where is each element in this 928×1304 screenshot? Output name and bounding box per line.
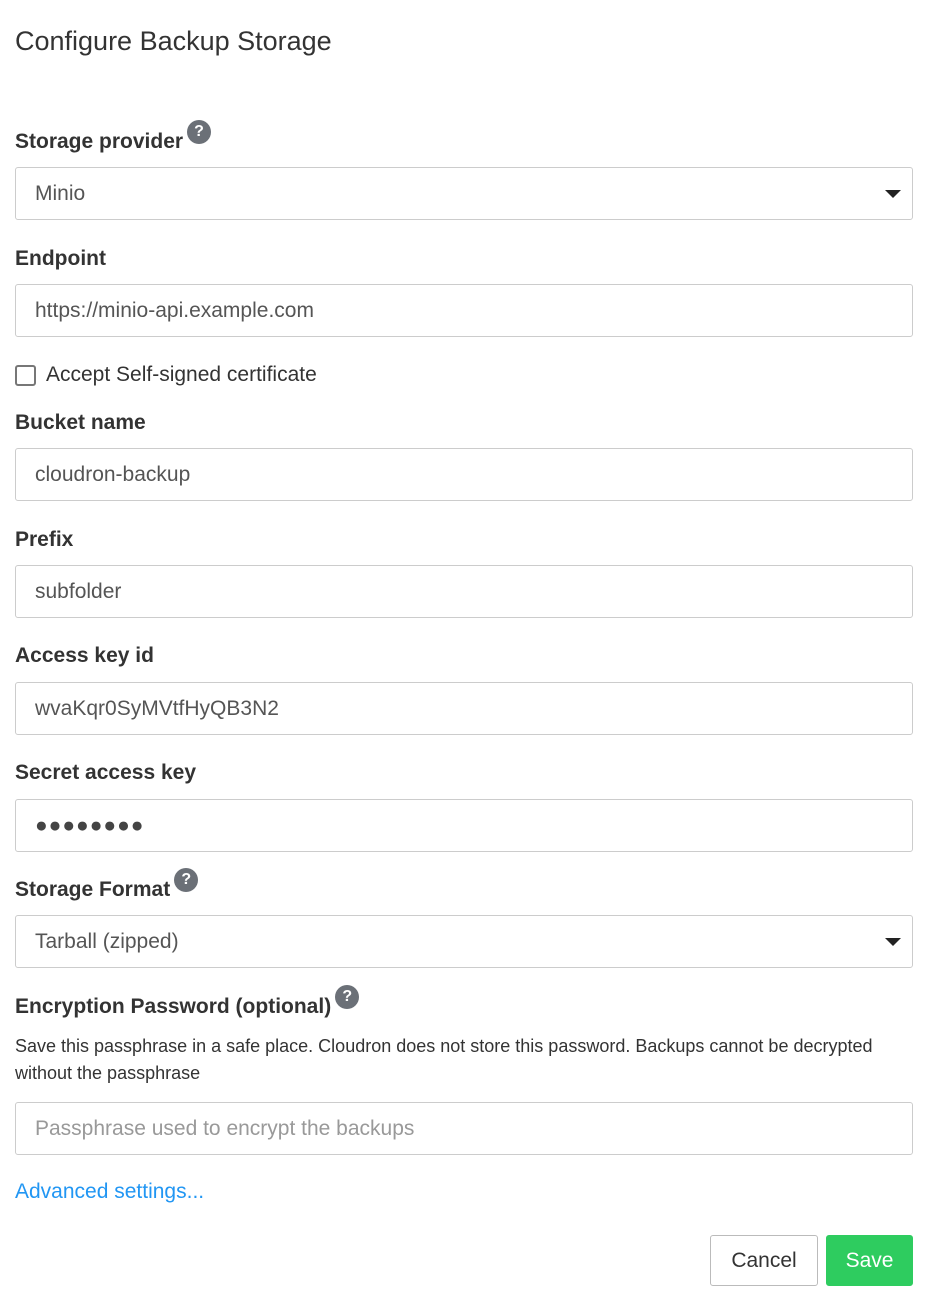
bucket-label — [15, 411, 146, 435]
endpoint-label-text: Endpoint — [15, 247, 106, 270]
advanced-settings-link[interactable]: Advanced settings... — [15, 1180, 205, 1203]
access-key-field[interactable] — [15, 682, 913, 735]
caret-down-icon — [885, 938, 901, 946]
secret-key-label — [15, 761, 196, 785]
storage-provider-select[interactable] — [15, 167, 913, 220]
prefix-label — [15, 528, 73, 552]
question-circle-icon[interactable]: ? — [174, 868, 198, 892]
question-circle-icon[interactable]: ? — [335, 985, 359, 1009]
caret-down-icon — [885, 190, 901, 198]
access-key-input[interactable] — [16, 683, 912, 734]
storage-format-value: Tarball (zipped) — [35, 929, 179, 953]
self-signed-label: Accept Self-signed certificate — [46, 363, 317, 386]
bucket-label-text: Bucket name — [15, 411, 146, 434]
storage-format-label — [15, 871, 198, 902]
encryption-field[interactable] — [15, 1102, 913, 1155]
storage-provider-label — [15, 123, 211, 154]
endpoint-field[interactable] — [15, 284, 913, 337]
self-signed-checkbox[interactable] — [15, 365, 36, 386]
access-key-label — [15, 644, 154, 668]
secret-key-input[interactable]: ●●●●●●●● — [35, 813, 145, 837]
secret-key-label-text: Secret access key — [15, 761, 196, 784]
cancel-button[interactable]: Cancel — [710, 1235, 818, 1286]
storage-provider-value: Minio — [35, 181, 86, 205]
storage-format-label-text: Storage Format — [15, 878, 171, 901]
encryption-label-text: Encryption Password (optional) — [15, 995, 332, 1018]
question-circle-icon[interactable]: ? — [187, 120, 211, 144]
prefix-label-text: Prefix — [15, 528, 74, 551]
prefix-field[interactable] — [15, 565, 913, 618]
endpoint-input[interactable] — [16, 285, 912, 336]
endpoint-label — [15, 247, 106, 271]
prefix-input[interactable] — [16, 566, 912, 617]
encryption-label — [15, 988, 359, 1019]
bucket-field[interactable] — [15, 448, 913, 501]
self-signed-row[interactable] — [15, 363, 317, 387]
storage-provider-label-text: Storage provider — [15, 130, 184, 153]
encryption-help-text: Save this passphrase in a safe place. Cloudron does not store this password. Backups cannot be decrypted without the passphrase — [15, 1036, 873, 1083]
save-button[interactable]: Save — [826, 1235, 913, 1286]
dialog-title: Configure Backup Storage — [15, 26, 332, 56]
access-key-label-text: Access key id — [15, 644, 154, 667]
bucket-input[interactable] — [16, 449, 912, 500]
secret-key-field[interactable] — [15, 799, 913, 852]
storage-format-select[interactable] — [15, 915, 913, 968]
encryption-input[interactable] — [16, 1103, 912, 1154]
